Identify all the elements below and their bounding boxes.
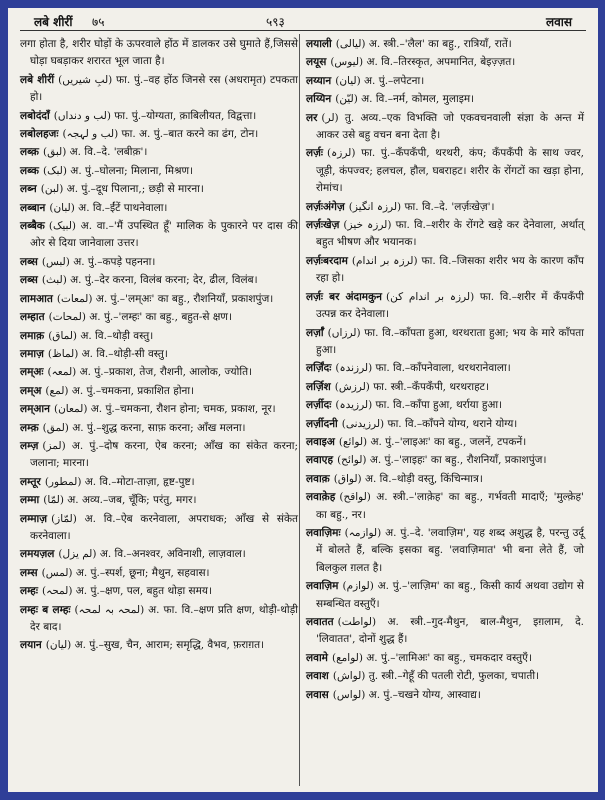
entry-definition: (لمحہ بہ لمحہ) अ. फा. वि.–क्षण प्रति क्षण, थोड़ी-थोड़ी देर बाद। (30, 603, 298, 633)
entry-headword: लब्बैक (20, 220, 45, 233)
entry-headword: लम्आन (20, 403, 50, 416)
dictionary-entry (306, 668, 584, 685)
dictionary-entry (306, 325, 584, 360)
running-header (8, 8, 598, 30)
header-rule (20, 30, 586, 31)
entry-headword: लर्ज़ः बर अंदामकुन (306, 290, 382, 303)
entry-headword: लबोदंदाँ (20, 109, 50, 122)
entry-headword: लम्अ (20, 384, 42, 397)
entry-definition: (لرزہ) फा. पुं.–कँपकँपी, थरथरी, कंप; कँपकँपी के साथ ज्वर, जूड़ी, कंपज्वर; हलचल, हौल, घबराहट। शरीर के रोंगटों का खड़ा होना, रोमांच। (316, 147, 584, 195)
entry-definition: (لرزہ بر اندام کن) फा. वि.–शरीर में कँपकँपी उत्पन्न कर देनेवाला। (316, 290, 584, 321)
entry-headword: लर (306, 111, 318, 124)
dictionary-entry (20, 36, 298, 71)
entry-definition: (لبث) अ. पुं.–देर करना, विलंब करना; देर, ढील, विलंब। (41, 274, 258, 287)
dictionary-entry (306, 289, 584, 324)
entry-headword: लबोलहजः (20, 128, 59, 141)
entry-definition: (لمحات) अ. पुं.–'लम्हः' का बहु., बहुत-से क्षण। (48, 311, 232, 324)
dictionary-entry (306, 452, 584, 469)
dictionary-entry (20, 565, 298, 582)
dictionary-entry (306, 110, 584, 145)
entry-headword: लब्क़ (20, 146, 39, 159)
dictionary-entry (20, 420, 298, 437)
entry-definition: (لوامع) अ. पुं.–'लामिअः' का बहु., चमकदार वस्तुएँ। (331, 651, 532, 664)
dictionary-entry (20, 272, 298, 289)
entry-headword: लयूस (306, 56, 327, 69)
entry-definition: (لمع) अ. पुं.–चमकना, प्रकाशित होना। (45, 384, 195, 397)
dictionary-entry (306, 253, 584, 288)
dictionary-entry (20, 346, 298, 363)
dictionary-entry (20, 364, 298, 381)
header-folio-number: ५९३ (266, 15, 285, 29)
entry-definition: (لب و لہجہ) फा. अ. पुं.–बात करने का ढंग, टोन। (62, 128, 259, 141)
entry-definition: (لبک) अ. पुं.–घोलना; मिलाना, मिश्रण। (42, 164, 194, 177)
entry-definition: (لرزہ خیز) फा. वि.–शरीर के रोंगटे खड़े कर देनेवाला, अर्थात् बहुत भीषण और भयानक। (316, 219, 584, 249)
dictionary-entry (306, 416, 584, 433)
entry-headword: लयाली (306, 38, 332, 50)
entry-headword: लर्ज़िश (306, 380, 331, 393)
entry-definition: (لواقح) अ. स्त्री.–'लाक़ेह' का बहु., गर्भवती मादाएँ; 'मुल्क़ेह' का बहु., नर। (316, 491, 584, 521)
entry-headword: लम्क़ (20, 421, 39, 434)
dictionary-entry (306, 379, 584, 396)
entry-definition: लगा होता है, शरीर घोड़ों के ऊपरवाले होंठ में डालकर उसे घुमाते हैं,जिससे घोड़ा घबड़ाकर शरारत भूल जाता है। (20, 38, 298, 68)
entry-definition: (لرزیدنی) फा. वि.–काँपने योग्य, थराने योग्य। (341, 417, 518, 430)
entry-headword: लय्यान (306, 74, 332, 87)
dictionary-entry (306, 687, 584, 704)
entry-headword: लवाज़िमः (306, 526, 341, 539)
entry-headword: लवामे (306, 651, 328, 664)
dictionary-entry (306, 91, 584, 108)
entry-headword: लम्अः (20, 366, 44, 379)
entry-headword: लर्ज़िंदः (306, 362, 332, 375)
entry-headword: लवातत (306, 616, 334, 628)
entry-definition: (لمعہ) अ. पुं.–प्रकाश, तेज, रौशनी, आलोक, ज्योति। (47, 366, 253, 379)
dictionary-entry (20, 126, 298, 143)
entry-definition: (لمطور) अ. वि.–मोटा-ताज़ा, हृष्ट-पुष्ट। (44, 475, 195, 488)
entry-headword: लम्ज़ (20, 439, 39, 452)
entry-headword: लम्हात (20, 311, 45, 324)
entry-definition: (لرزش) फा. स्त्री.–कँपकँपी, थरथराहट। (334, 380, 489, 393)
header-left-guide-word: लबे शीरीं (34, 15, 73, 29)
entry-headword: लम्माज़ (20, 512, 48, 525)
entry-headword: लर्ज़ाँ (306, 326, 324, 339)
dictionary-entry (20, 254, 298, 271)
dictionary-entry (306, 145, 584, 197)
dictionary-entry (20, 163, 298, 180)
dictionary-entry (20, 583, 298, 600)
dictionary-entry (306, 525, 584, 577)
dictionary-entry (20, 492, 298, 509)
entry-headword: लब्न (20, 183, 37, 196)
dictionary-entry (306, 73, 584, 90)
entry-definition: (لبق) अ. वि.–दे. 'लबीक़'। (42, 146, 148, 159)
entry-definition: (لمّاز) अ. वि.–ऐब करनेवाला, अपराधक; आँख से संकेत करनेवाला। (30, 512, 298, 542)
entry-definition: (لمعات) अ. पुं.–'लम्अः' का बहु., रौशनियाँ, प्रकाशपुंज। (56, 292, 274, 305)
entry-headword: लवाज़िम (306, 580, 339, 593)
entry-headword: लम्हः ब लम्हः (20, 603, 71, 616)
entry-headword: लवास (306, 688, 329, 701)
entry-headword: लम्मा (20, 494, 40, 507)
dictionary-entry (306, 217, 584, 252)
dictionary-entry (20, 546, 298, 563)
entry-definition: (لرزہ بر اندام) फा. वि.–जिसका शरीर भय के कारण काँप रहा हो। (316, 254, 584, 285)
dictionary-entry (306, 360, 584, 377)
entry-definition: (لبس) अ. पुं.–कपड़े पहनना। (41, 255, 156, 268)
entry-definition: (لمس) अ. पुं.–स्पर्श, छूना; मैथुन, सहवास। (41, 566, 210, 579)
entry-definition: (لرزاں) फा. वि.–काँपता हुआ, थरथराता हुआ; भय के मारे काँपता हुआ। (316, 326, 584, 356)
entry-definition: (لماق) अ. वि.–थोड़ी वस्तु। (48, 329, 154, 342)
entry-headword: लम्हः (20, 585, 38, 598)
entry-headword: लवाइअ (306, 435, 335, 448)
entry-headword: लवाक़ (306, 472, 330, 485)
dictionary-entry (20, 602, 298, 637)
dictionary-entry (306, 199, 584, 216)
entry-definition: (لمعان) अ. पुं.–चमकना, रौशन होना; चमक, प्रकाश, नूर। (53, 403, 276, 416)
header-right-guide-word: लवास (545, 15, 572, 29)
entry-headword: लब्बान (20, 201, 46, 214)
dictionary-entry (306, 578, 584, 613)
entry-headword: लम्स (20, 566, 38, 579)
entry-definition: (لب و دنداں) फा. पुं.–योग्यता, क़ाबिलीयत, विद्वत्ता। (53, 109, 257, 122)
dictionary-entry (20, 383, 298, 400)
entry-definition: (لیان) अ. पुं.–लपेटना। (335, 74, 425, 87)
entry-definition: (لر) तु. अव्य.–एक विभक्ति जो एकवचनवाली संज्ञा के अन्त में आकर उसे बहु वचन बना देता है। (316, 111, 584, 142)
entry-definition: (لیان) अ. पुं.–सुख, चैन, आराम; समृद्धि, वैभव, फ़राग़त। (45, 639, 265, 652)
entry-definition: (لیوس) अ. वि.–तिरस्कृत, अपमानित, बेइज़्ज़त। (330, 56, 516, 69)
entry-definition: (لواش) तु. स्त्री.–गेहूँ की पतली रोटी, फुलका, चपाती। (332, 670, 540, 683)
entry-headword: लयान (20, 639, 42, 652)
entry-definition: (لمز) अ. पुं.–दोष करना, ऐब करना; आँख का संकेत करना; जलाना; मारना। (30, 439, 298, 470)
entry-definition: (لبیک) अ. वा.–'मैं उपस्थित हूँ' मालिक के पुकारने पर दास की ओर से दिया जानेवाला उत्तर। (30, 220, 298, 250)
dictionary-entry (20, 291, 298, 308)
dictionary-entry (306, 650, 584, 667)
entry-definition: (لماظ) अ. वि.–थोड़ी-सी वस्तु। (47, 347, 168, 360)
entry-headword: लब्स (20, 274, 38, 287)
entry-headword: लब्स (20, 255, 38, 268)
entry-definition: (لیالی) अ. स्त्री.–'लैल' का बहु., रात्रियाँ, रातें। (335, 38, 512, 50)
entry-headword: लर्ज़ीदः (306, 399, 332, 412)
entry-definition: (لمحہ) अ. पुं.–क्षण, पल, बहुत थोड़ा समय। (42, 585, 212, 598)
dictionary-entry (306, 36, 584, 53)
entry-definition: (لواق) अ. वि.–थोड़ी वस्तु, किंचिन्मात्र। (333, 472, 483, 485)
entry-definition: (لواطت) अ. स्त्री.–गुद-मैथुन, बाल-मैथुन, इग़लाम, दे. 'लिवातत', दोनों शुद्ध हैं। (316, 616, 584, 646)
dictionary-entry (20, 438, 298, 473)
entry-headword: लवाक़ेह (306, 491, 336, 504)
dictionary-entry (20, 200, 298, 217)
entry-headword: लब्क (20, 164, 39, 177)
entry-definition: (لمّا) अ. अव्य.–जब, चूँकि; परंतु, मगर। (43, 494, 197, 507)
entry-headword: लर्ज़ःअंगेज़ (306, 200, 345, 213)
dictionary-entry (20, 511, 298, 546)
entry-definition: (لم یزل) अ. वि.–अनश्वर, अविनाशी, लाज़वाल। (58, 548, 246, 561)
entry-definition: (لبن) अ. पुं.–दूध पिलाना,; छड़ी से मारना। (40, 183, 204, 196)
dictionary-entry (20, 144, 298, 161)
entry-definition: (لواس) अ. पुं.–चखने योग्य, आस्वाद्य। (332, 688, 481, 701)
dictionary-entry (20, 181, 298, 198)
right-column (306, 36, 584, 705)
dictionary-entry (20, 309, 298, 326)
entry-definition: (لیّن) अ. वि.–नर्म, कोमल, मुलाइम। (335, 93, 475, 106)
entry-headword: लर्ज़ः (306, 147, 324, 160)
column-divider (299, 34, 300, 786)
entry-definition: (لرزیدہ) फा. वि.–काँपा हुआ, थर्राया हुआ। (335, 399, 503, 412)
dictionary-entry (20, 218, 298, 253)
dictionary-entry (20, 401, 298, 418)
entry-headword: लर्ज़ीदनी (306, 417, 338, 430)
dictionary-entry (306, 434, 584, 451)
entry-definition: (لوازم) अ. पुं.–'लाज़िम' का बहु., किसी कार्य अथवा उद्योग से सम्बन्धित वस्तुएँ। (316, 580, 584, 610)
dictionary-entry (20, 474, 298, 491)
dictionary-entry (20, 72, 298, 107)
entry-definition: (لمق) अ. पुं.–शुद्ध करना, साफ़ करना; आँख मलना। (42, 421, 246, 434)
entry-headword: लय्यिन (306, 93, 332, 106)
entry-headword: लबे शीरीं (20, 73, 55, 86)
entry-definition: (لبان) अ. वि.–ईंटें पाथनेवाला। (49, 201, 168, 214)
dictionary-entry (306, 489, 584, 524)
entry-definition: (لرزندہ) फा. वि.–काँपनेवाला, थरथरानेवाला। (335, 362, 511, 375)
dictionary-entry (306, 54, 584, 71)
entry-definition: (لوائع) अ. पुं.–'लाइअः' का बहु., जलनें, टपकनें। (338, 435, 527, 448)
dictionary-entry (20, 328, 298, 345)
entry-definition: (لبِ شیریں) फा. पुं.–वह होंठ जिनसे रस (अधरामृत) टपकता हो। (30, 73, 298, 104)
dictionary-entry (306, 614, 584, 649)
entry-headword: लर्ज़ःखेज़ (306, 219, 340, 232)
header-page-number: ७५ (92, 15, 105, 29)
entry-headword: लमयज़ल (20, 548, 55, 561)
dictionary-entry (20, 108, 298, 125)
entry-headword: लमाक़ (20, 329, 45, 342)
dictionary-entry (20, 637, 298, 654)
left-column (20, 36, 298, 656)
entry-headword: लवाएह (306, 454, 334, 467)
entry-definition: (لرزہ انگیز) फा. वि.–दे. 'लर्ज़ःखेज़'। (348, 200, 495, 213)
entry-headword: लमाज़ (20, 347, 44, 360)
entry-headword: लामआत (20, 292, 53, 305)
dictionary-page (8, 8, 598, 792)
entry-definition: (لوائح) अ. पुं.–'लाइहः' का बहु., रौशनियाँ, प्रकाशपुंज। (337, 454, 547, 467)
entry-definition: (لوازمہ) अ. पुं.–दे. 'लवाज़िम', यह शब्द अशुद्ध है, परन्तु उर्दू में बोलते हैं, बल्कि इसका बहु. 'लवाज़िमात' भी बना लेते हैं, जो बिलकुल ग़लत है। (316, 526, 584, 574)
entry-headword: लवाश (306, 670, 329, 683)
entry-headword: लर्ज़ःबरदाम (306, 254, 348, 267)
entry-headword: लम्तूर (20, 475, 41, 488)
dictionary-entry (306, 471, 584, 488)
dictionary-entry (306, 397, 584, 414)
